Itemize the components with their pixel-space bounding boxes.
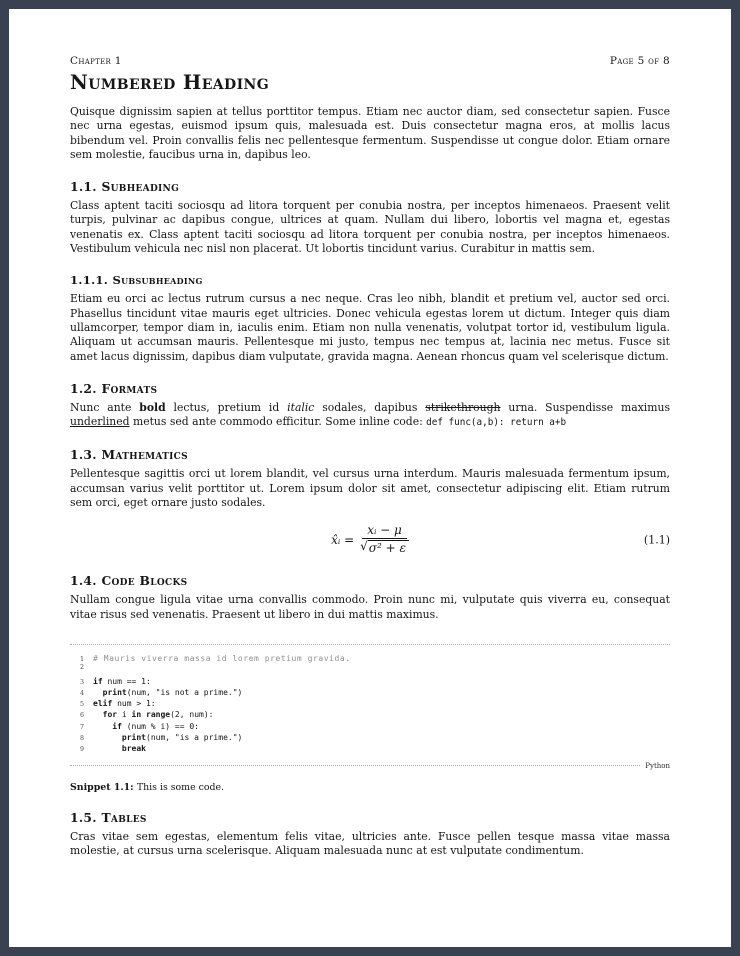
paragraph-code-blocks: Nullam congue ligula vitae urna convallis commodo. Proin nunc mi, vulputate quis viverra eu, consequat vitae risus sed venenatis. Praesent ut libero in dui mattis maximus. [70,593,670,621]
code-run: if [93,676,103,686]
code-text [93,721,199,732]
text-run: def func(a,b): return a+b [426,417,567,429]
code-run [93,722,112,731]
line-number: 3 [79,678,84,686]
fraction-numerator: xᵢ − μ [362,523,407,539]
line-number: 4 [79,689,84,697]
code-line [70,653,670,664]
code-run: i [117,710,132,720]
heading-1-2: 1.2. Formats [70,380,158,396]
code-run: break [121,744,146,754]
code-text [93,698,156,709]
code-line [70,687,670,698]
code-run: (num % i) == 0: [121,721,199,731]
code-line [70,698,670,709]
line-number: 9 [79,746,84,754]
line-number: 8 [79,735,84,743]
equation-fraction [360,523,409,556]
code-line [70,709,670,720]
code-run [93,688,103,697]
equation-number: (1.1) [643,533,670,547]
heading-1-3: 1.3. Mathematics [70,447,188,463]
paragraph-intro: Quisque dignissim sapien at tellus porttitor tempus. Etiam nec auctor diam, sed consectetur sapien. Fusce nec urna egestas, euismod ipsum quis, malesuada est. Duis consectetur magna eros, at mollis lacus bibendum vel. Proin convallis felis nec pellentesque fermentum. Suspendisse ut congue dolor. Etiam ornare sem molestie, faucibus urna in, dapibus leo. [70,105,670,161]
code-caption [70,782,670,793]
paragraph-1-1-1: Etiam eu orci ac lectus rutrum cursus a nec neque. Cras leo nibh, blandit et pretium vel, auctor sed orci. Phasellus tincidunt vitae mauris eget ultricies. Donec vehicula egestas lorem ut dictum. Integer quis diam ullamcorper, tempor diam in, iaculis enim. Etiam non nulla venenatis, volutpat tortor id, vestibulum ligula. Aliquam ut accumsan mauris. Pellentesque mi justo, tempus nec tempus at, lacinia nec metus. Fusce sit amet lacus dignissim, dapibus diam vulputate, gravida magna. Aenean rhoncus quam vel scelerisque dictum. [70,292,670,363]
code-top-rule [70,644,670,646]
text-run: Nunc ante [70,400,140,414]
code-run: if [112,721,122,731]
code-bottom-rule [70,762,670,770]
code-line [70,732,670,743]
text-run: bold [139,400,166,414]
fraction-denominator [360,539,409,556]
code-run: (num, "is not a prime.") [126,687,243,697]
document-page [9,9,731,947]
code-run: (2, num): [170,710,214,720]
text-run: metus sed ante commodo efficitur. Some inline code: [129,415,427,429]
line-number: 2 [79,664,84,672]
code-line [70,664,670,675]
code-run: print [102,687,127,697]
paragraph-tables: Cras vitae sem egestas, elementum felis vitae, ultricies ante. Fusce pellen tesque massa vitae massa molestie, at cursus urna scelerisque. Aliquam malesuada nunc at est vulputate condimentum. [70,829,670,857]
code-run: num == 1: [102,676,151,686]
paragraph-mathematics: Pellentesque sagittis orci ut lorem blandit, vel cursus urna interdum. Mauris malesuada fermentum ipsum, accumsan varius velit porttitor ut. Lorem ipsum dolor sit amet, consectetur adipiscing elit. Etiam rutrum sem orci, eget ornare justo sodales. [70,467,670,510]
text-run: urna. Suspendisse maximus [500,400,670,414]
code-text [93,676,151,687]
code-text [93,653,351,664]
code-run: in [131,710,142,720]
code-line [70,743,670,754]
code-run: elif [93,699,113,709]
equation-lhs: x̂ᵢ = [331,532,355,547]
code-language-label: Python [645,761,670,770]
text-run: italic [287,400,315,414]
sqrt-radicand: σ² + ε [368,540,409,556]
sqrt-symbol: √ [360,539,368,554]
code-run: print [121,733,146,743]
heading-1-4: 1.4. Code Blocks [70,573,188,589]
line-number: 1 [79,655,84,663]
code-line [70,721,670,732]
heading-1-1-1: 1.1.1. Subsubheading [70,273,203,288]
page-header [70,55,670,67]
code-text [93,709,213,720]
text-run: underlined [70,415,130,429]
code-line [70,676,670,687]
equation-block [70,523,670,556]
code-text [93,687,242,698]
text-run: lectus, pretium id [165,400,288,414]
text-run: Snippet 1.1: [70,781,137,793]
code-run [93,733,122,742]
code-run: # Mauris viverra massa id lorem pretium gravida. [93,653,351,663]
code-run: (num, "is a prime.") [146,733,243,743]
paragraph-formats [70,401,670,431]
code-text [93,743,146,754]
heading-1-5: 1.5. Tables [70,809,147,825]
line-number: 5 [79,701,84,709]
text-run: strikethrough [425,400,501,414]
code-run: num > 1: [112,699,156,709]
dotted-rule [70,765,640,767]
code-run [93,744,122,753]
paragraph-1-1: Class aptent taciti sociosqu ad litora torquent per conubia nostra, per inceptos himenaeos. Praesent velit turpis, pulvinar ac dapibus congue, ultrices at quam. Nullam dui libero, lobortis vel magna et, egestas venenatis ex. Class aptent taciti sociosqu ad litora torquent per conubia nostra, per inceptos himenaeos. Vestibulum vehicula nec nisl non placerat. Ut lobortis tincidunt varius. Curabitur in mattis sem. [70,199,670,256]
code-text [93,732,242,743]
code-lines [70,653,670,755]
line-number: 6 [79,712,84,720]
heading-1-1: 1.1. Subheading [70,179,180,195]
code-block [70,644,670,770]
line-number: 7 [79,723,84,731]
page-title: Numbered Heading [70,71,270,94]
code-run [93,710,103,719]
code-run: range [146,710,171,720]
header-page-number: Page 5 of 8 [609,55,670,67]
text-run: This is some code. [136,781,225,793]
code-run: for [102,710,118,720]
header-chapter: Chapter 1 [70,55,122,67]
text-run: sodales, dapibus [314,400,426,414]
